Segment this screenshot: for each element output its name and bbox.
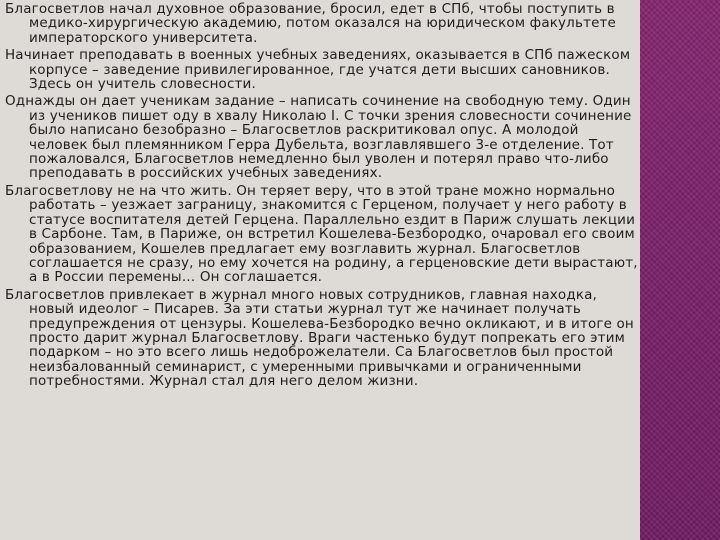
- paragraph: Благосветлов привлекает в журнал много новых сотрудников, главная находка, новый идеолог – Писарев. За эти статьи журнал тут же начинает получать предупреждения от цензуры. Кошелева-Безбородко вечно окликают, и в итоге он просто дарит журнал Благосветлову. Враги частенько будут попрекать его этим подарком – но это всего лишь недоброжелатели. Са Благосветлов был простой неизбалованный семинарист, с умеренными привычками и ограниченными потребностями. Журнал стал для него делом жизни.: [5, 286, 634, 390]
- paragraph: Благосветлов начал духовное образование, бросил, едет в СПб, чтобы поступить в медико-хирургическую академию, потом оказался на юридическом факультете императорского университета.: [5, 1, 617, 46]
- paragraph: Благосветлову не на что жить. Он теряет веру, что в этой тране можно нормально работать – уезжает заграницу, знакомится с Герценом, получает у него работу в статусе воспитателя детей Герцена. Параллельно ездит в Париж слушать лекции в Сарбоне. Там, в Париже, он встретил Кошелева-Безбородко, очаровал его своим образованием, Кошелев предлагает ему возглавить журнал. Благосветлов соглашается не сразу, но ему хочется на родину, а герценовские дети вырастают, а в России перемены… Он соглашается.: [5, 182, 638, 286]
- paragraph: Однажды он дает ученикам задание – написать сочинение на свободную тему. Один из учеников пишет оду в хвалу Николаю I. С точки зрения словесности сочинение было написано безобразно – Благосветлов раскритиковал опус. А молодой человек был племянником Герра Дубельта, возглавлявшего 3-е отделение. Тот пожаловался, Благосветлов немедленно был уволен и потерял право что-либо преподавать в российских учебных заведениях.: [5, 93, 632, 182]
- paragraph: Начинает преподавать в военных учебных заведениях, оказывается в СПб пажеском корпусе – заведение привилегированное, где учатся дети высших сановников. Здесь он учитель словесности.: [5, 47, 631, 93]
- decorative-side-band: [640, 0, 720, 540]
- slide-body-text: [5, 2, 641, 392]
